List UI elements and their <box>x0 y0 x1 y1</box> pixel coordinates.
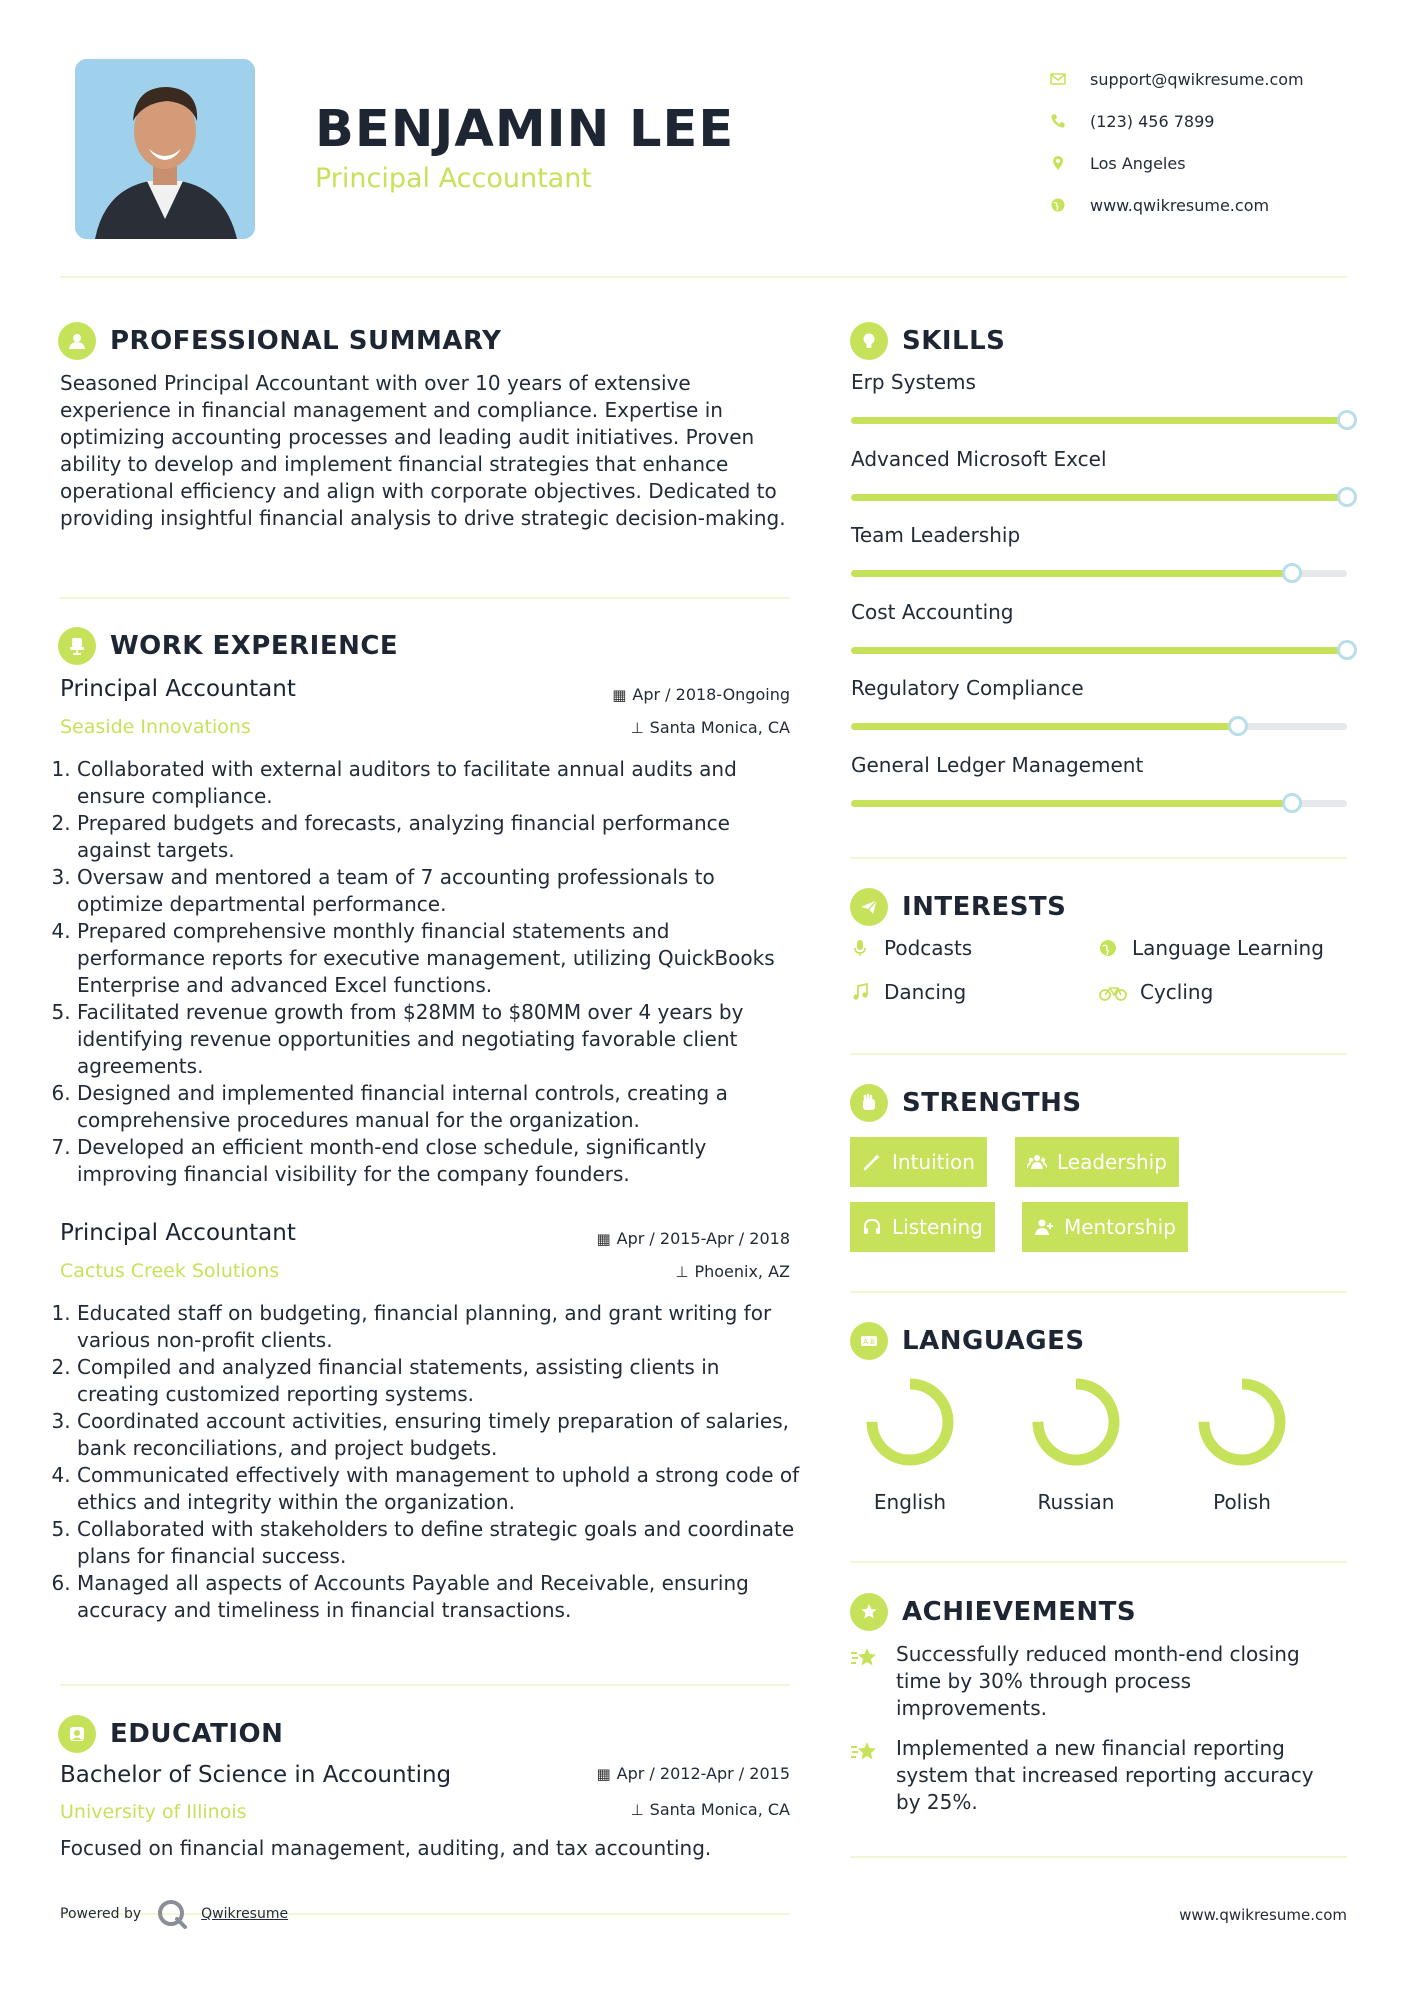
strength-tag <box>1015 1137 1179 1187</box>
skill-level-knob <box>1337 487 1357 507</box>
list-item: 4. Prepared comprehensive monthly financial statements and performance reports for executive management, utilizing QuickBooks Enterprise and advanced Excel functions. <box>77 918 797 999</box>
language-name: Russian <box>1037 1490 1115 1514</box>
achievement-item <box>850 1735 1340 1816</box>
strengths-divider <box>850 1291 1347 1293</box>
skill-level-fill <box>851 800 1292 807</box>
summary-section-header <box>58 322 501 360</box>
achievement-item <box>850 1641 1340 1722</box>
skill-level-knob <box>1337 410 1357 430</box>
job-company: Seaside Innovations <box>60 716 251 738</box>
interest-item <box>1098 980 1213 1004</box>
skill-name: Regulatory Compliance <box>851 676 1084 700</box>
achievement-text: Successfully reduced month-end closing time by 30% through process improvements. <box>896 1642 1300 1720</box>
skill-level-knob <box>1282 793 1302 813</box>
lightbulb-icon <box>850 322 888 360</box>
microphone-icon <box>850 938 878 958</box>
skill-level-fill <box>851 570 1292 577</box>
contact-location <box>1050 142 1304 184</box>
language-proficiency-ring <box>860 1372 960 1472</box>
bicycle-icon <box>1098 982 1134 1002</box>
strength-tag <box>850 1137 987 1187</box>
job-dates-text: Apr / 2015-Apr / 2018 <box>616 1229 790 1248</box>
header-divider <box>60 276 1347 278</box>
raised-fist-icon <box>850 1084 888 1122</box>
footer-powered-by <box>60 1897 288 1931</box>
profile-photo <box>75 59 255 239</box>
interest-label: Language Learning <box>1132 936 1324 960</box>
education-location <box>631 1800 790 1819</box>
trophy-icon <box>850 1593 888 1631</box>
globe-icon <box>1050 197 1090 213</box>
languages-divider <box>850 1561 1347 1563</box>
contact-email-text: support@qwikresume.com <box>1090 69 1304 89</box>
skills-heading: SKILLS <box>902 326 1006 356</box>
skills-section-header <box>850 322 1005 360</box>
job-location <box>631 718 790 737</box>
contact-email[interactable] <box>1050 58 1304 100</box>
strengths-heading: STRENGTHS <box>902 1088 1082 1118</box>
interests-section-header <box>850 888 1066 926</box>
graduation-icon <box>58 1715 96 1753</box>
language-item <box>850 1372 970 1514</box>
job-title: Principal Accountant <box>60 1220 296 1246</box>
skill-level-bar <box>851 800 1347 807</box>
languages-section-header <box>850 1322 1085 1360</box>
education-section-header <box>58 1715 283 1753</box>
phone-icon <box>1050 113 1090 129</box>
language-item <box>1182 1372 1302 1514</box>
contact-website[interactable] <box>1050 184 1304 226</box>
candidate-name: BENJAMIN LEE <box>315 100 735 159</box>
summary-divider <box>60 597 790 599</box>
achievements-heading: ACHIEVEMENTS <box>902 1597 1137 1627</box>
headphones-icon <box>862 1217 882 1237</box>
summary-text: Seasoned Principal Accountant with over 10 years of extensive experience in financial management and compliance. Expertise in optimizing accounting processes and leading audit initiatives. Proven ability to develop and implement financial strategies that enhance operational efficiency and align with corporate objectives. Dedicated to providing insightful financial analysis to drive strategic decision-making. <box>60 371 786 530</box>
list-item: 5. Facilitated revenue growth from $28MM to $80MM over 4 years by identifying revenue opportunities and negotiating favorable client agreements. <box>77 999 797 1080</box>
contact-phone-text: (123) 456 7899 <box>1090 111 1215 131</box>
job-title: Principal Accountant <box>60 676 296 702</box>
degree-title: Bachelor of Science in Accounting <box>60 1762 452 1788</box>
list-item: 2. Compiled and analyzed financial statements, assisting clients in creating customized reporting systems. <box>77 1354 807 1408</box>
language-proficiency-ring <box>1192 1372 1292 1472</box>
list-item: 6. Managed all aspects of Accounts Payable and Receivable, ensuring accuracy and timeliness in financial transactions. <box>77 1570 807 1624</box>
skill-name: Erp Systems <box>851 370 976 394</box>
education-dates <box>596 1764 790 1783</box>
pushpin-icon: ⊥ <box>675 1263 689 1281</box>
contact-list <box>1050 58 1304 226</box>
language-icon <box>850 1322 888 1360</box>
language-item <box>1016 1372 1136 1514</box>
skill-level-bar <box>851 723 1347 730</box>
achievements-section-header <box>850 1593 1136 1631</box>
calendar-icon: ▦ <box>596 1230 611 1248</box>
music-note-icon <box>850 982 878 1002</box>
languages-heading: LANGUAGES <box>902 1326 1085 1356</box>
svg-text:A B: A B <box>863 1338 875 1346</box>
education-location-text: Santa Monica, CA <box>649 1800 790 1819</box>
list-item: 1. Collaborated with external auditors to facilitate annual audits and ensure compliance. <box>77 756 797 810</box>
users-icon <box>1027 1152 1047 1172</box>
summary-heading: PROFESSIONAL SUMMARY <box>110 326 502 356</box>
pushpin-icon: ⊥ <box>630 1801 644 1819</box>
skill-level-fill <box>851 494 1347 501</box>
calendar-icon: ▦ <box>596 1765 611 1783</box>
list-item: 5. Collaborated with stakeholders to define strategic goals and coordinate plans for financial success. <box>77 1516 807 1570</box>
skill-name: Cost Accounting <box>851 599 1014 624</box>
skill-level-bar <box>851 494 1347 501</box>
job-location-text: Santa Monica, CA <box>649 718 790 737</box>
list-item: 3. Coordinated account activities, ensuring timely preparation of salaries, bank reconciliations, and project budgets. <box>77 1408 807 1462</box>
strength-label: Listening <box>892 1215 983 1239</box>
contact-website-text: www.qwikresume.com <box>1090 195 1270 215</box>
skill-level-knob <box>1337 640 1357 660</box>
experience-heading: WORK EXPERIENCE <box>110 631 399 661</box>
skill-level-bar <box>851 647 1347 654</box>
interest-label: Dancing <box>884 980 967 1004</box>
skill-level-fill <box>851 723 1238 730</box>
interest-label: Cycling <box>1140 980 1214 1004</box>
envelope-icon <box>1050 71 1090 87</box>
experience-section-header <box>58 627 398 665</box>
paper-plane-icon <box>850 888 888 926</box>
skill-level-knob <box>1282 563 1302 583</box>
job-location-text: Phoenix, AZ <box>694 1262 790 1281</box>
skill-name: Advanced Microsoft Excel <box>851 446 1107 471</box>
user-icon <box>58 322 96 360</box>
job-dates <box>596 1229 790 1248</box>
skill-name: General Ledger Management <box>851 752 1144 777</box>
star-burst-icon <box>850 1735 896 1816</box>
strength-label: Mentorship <box>1064 1215 1176 1239</box>
achievement-text: Implemented a new financial reporting system that increased reporting accuracy by 25%. <box>896 1736 1314 1814</box>
pushpin-icon: ⊥ <box>630 719 644 737</box>
skills-divider <box>850 857 1347 859</box>
education-heading: EDUCATION <box>110 1719 284 1749</box>
job-responsibilities <box>57 1300 807 1624</box>
skill-level-bar <box>851 417 1347 424</box>
education-dates-text: Apr / 2012-Apr / 2015 <box>616 1764 790 1783</box>
job-location <box>675 1262 790 1281</box>
skill-level-knob <box>1228 716 1248 736</box>
list-item: 7. Developed an efficient month-end close schedule, significantly improving financial visibility for the company founders. <box>77 1134 797 1188</box>
map-pin-icon <box>1050 155 1090 171</box>
skill-level-fill <box>851 647 1347 654</box>
job-dates <box>612 685 790 704</box>
education-description: Focused on financial management, auditing, and tax accounting. <box>60 1836 712 1860</box>
contact-phone[interactable] <box>1050 100 1304 142</box>
list-item: 1. Educated staff on budgeting, financial planning, and grant writing for various non-profit clients. <box>77 1300 807 1354</box>
interest-item <box>850 936 972 960</box>
list-item: 2. Prepared budgets and forecasts, analyzing financial performance against targets. <box>77 810 797 864</box>
strength-tag <box>1022 1202 1188 1252</box>
strength-label: Leadership <box>1057 1150 1167 1174</box>
interests-divider <box>850 1053 1347 1055</box>
skill-level-bar <box>851 570 1347 577</box>
skill-level-fill <box>851 417 1347 424</box>
qwikresume-link[interactable]: Qwikresume <box>201 1906 289 1922</box>
interests-heading: INTERESTS <box>902 892 1067 922</box>
job-dates-text: Apr / 2018-Ongoing <box>632 685 790 704</box>
strength-label: Intuition <box>892 1150 975 1174</box>
job-company: Cactus Creek Solutions <box>60 1260 280 1282</box>
globe-icon <box>1098 938 1126 958</box>
interest-item <box>850 980 966 1004</box>
language-proficiency-ring <box>1026 1372 1126 1472</box>
footer-url[interactable]: www.qwikresume.com <box>1179 1906 1347 1924</box>
user-plus-icon <box>1034 1217 1054 1237</box>
interest-label: Podcasts <box>884 936 973 960</box>
contact-location-text: Los Angeles <box>1090 153 1186 173</box>
magic-wand-icon <box>862 1152 882 1172</box>
language-name: English <box>873 1490 947 1514</box>
strengths-section-header <box>850 1084 1082 1122</box>
star-burst-icon <box>850 1641 896 1722</box>
office-chair-icon <box>58 627 96 665</box>
experience-divider <box>60 1684 790 1686</box>
powered-by-label: Powered by <box>60 1906 142 1922</box>
skill-name: Team Leadership <box>851 523 1021 547</box>
list-item: 6. Designed and implemented financial internal controls, creating a comprehensive procedures manual for the organization. <box>77 1080 797 1134</box>
list-item: 4. Communicated effectively with management to uphold a strong code of ethics and integrity within the organization. <box>77 1462 807 1516</box>
candidate-title: Principal Accountant <box>315 163 592 194</box>
list-item: 3. Oversaw and mentored a team of 7 accounting professionals to optimize departmental performance. <box>77 864 797 918</box>
achievements-divider <box>850 1856 1347 1858</box>
language-name: Polish <box>1213 1490 1271 1514</box>
strength-tag <box>850 1202 995 1252</box>
job-responsibilities <box>57 756 797 1188</box>
calendar-icon: ▦ <box>612 686 627 704</box>
interest-item <box>1098 936 1324 960</box>
school-name: University of Illinois <box>60 1801 247 1823</box>
qwikresume-logo-icon <box>155 1897 189 1931</box>
